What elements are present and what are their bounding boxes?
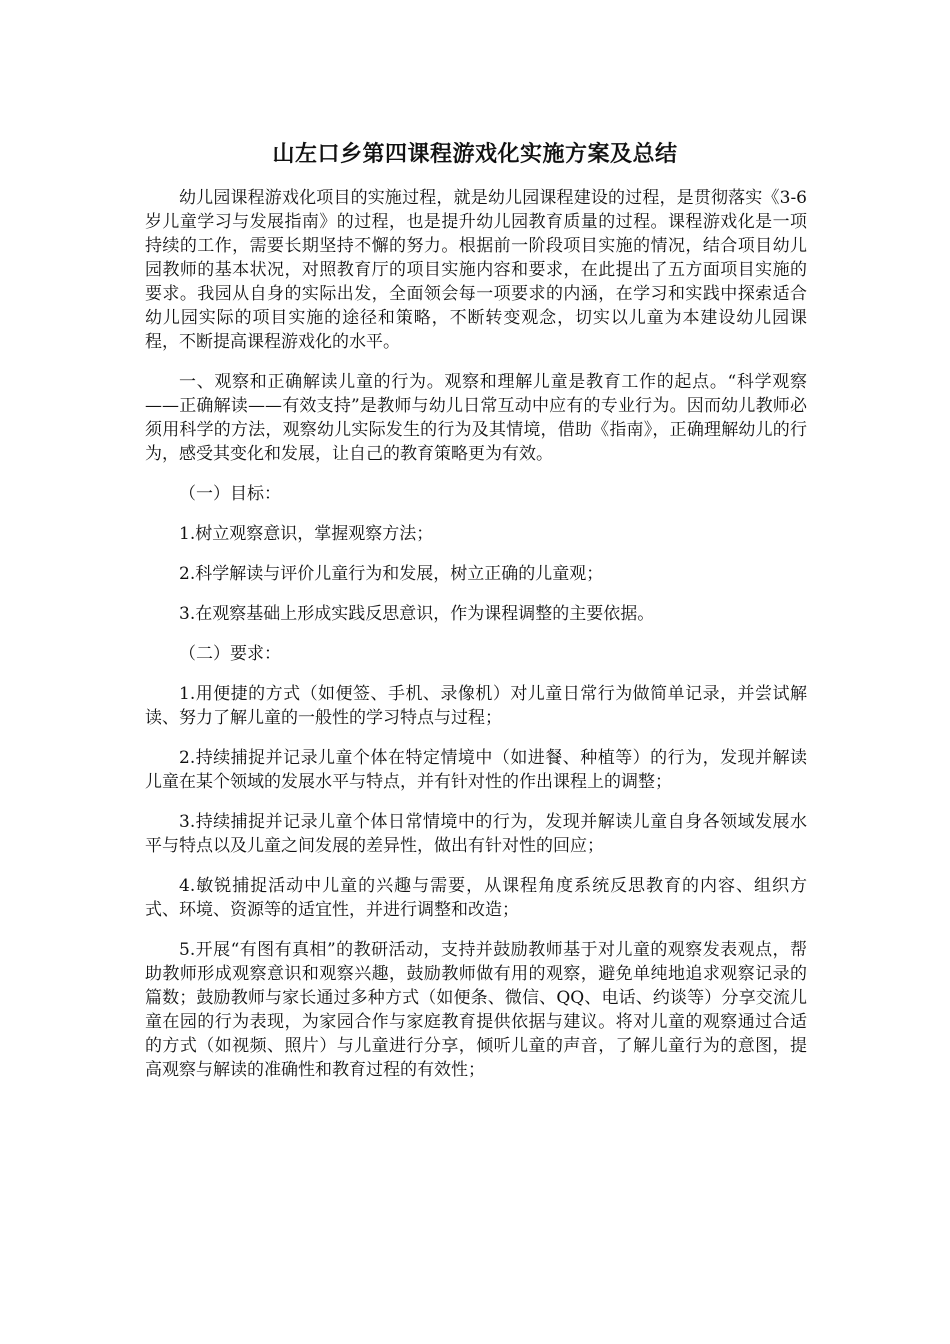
goal-item-1: 1.树立观察意识，掌握观察方法； <box>179 524 434 544</box>
requirement-item-2: 2.持续捕捉并记录儿童个体在特定情境中（如进餐、种植等）的行为，发现并解读儿童在某个领域的发展水平与特点，并有针对性的作出课程上的调整； <box>145 748 807 792</box>
requirement-item-3: 3.持续捕捉并记录儿童个体日常情境中的行为，发现并解读儿童自身各领域发展水平与特点以及儿童之间发展的差异性，做出有针对性的回应； <box>145 812 807 856</box>
goal-item-2: 2.科学解读与评价儿童行为和发展，树立正确的儿童观； <box>179 564 604 584</box>
section-one-paragraph: 一、观察和正确解读儿童的行为。观察和理解儿童是教育工作的起点。“科学观察——正确解读——有效支持”是教师与幼儿日常互动中应有的专业行为。因而幼儿教师必须用科学的方法，观察幼儿实际发生的行为及其情境，借助《指南》，正确理解幼儿的行为，感受其变化和发展，让自己的教育策略更为有效。 <box>145 372 807 464</box>
document-title: 山左口乡第四课程游戏化实施方案及总结 <box>272 141 678 167</box>
intro-paragraph: 幼儿园课程游戏化项目的实施过程，就是幼儿园课程建设的过程，是贯彻落实《3-6岁儿童学习与发展指南》的过程，也是提升幼儿园教育质量的过程。课程游戏化是一项持续的工作，需要长期坚持不懈的努力。根据前一阶段项目实施的情况，结合项目幼儿园教师的基本状况，对照教育厅的项目实施内容和要求，在此提出了五方面项目实施的要求。我园从自身的实际出发，全面领会每一项要求的内涵，在学习和实践中探索适合幼儿园实际的项目实施的途径和策略，不断转变观念，切实以儿童为本建设幼儿园课程，不断提高课程游戏化的水平。 <box>145 188 807 352</box>
goal-item-3: 3.在观察基础上形成实践反思意识，作为课程调整的主要依据。 <box>179 604 655 624</box>
requirement-item-4: 4.敏锐捕捉活动中儿童的兴趣与需要，从课程角度系统反思教育的内容、组织方式、环境、资源等的适宜性，并进行调整和改造； <box>145 876 807 920</box>
goals-heading: （一）目标： <box>179 484 281 504</box>
requirement-item-5: 5.开展“有图有真相”的教研活动，支持并鼓励教师基于对儿童的观察发表观点，帮助教师形成观察意识和观察兴趣，鼓励教师做有用的观察，避免单纯地追求观察记录的篇数；鼓励教师与家长通过多种方式（如便条、微信、QQ、电话、约谈等）分享交流儿童在园的行为表现，为家园合作与家庭教育提供依据与建议。将对儿童的观察通过合适的方式（如视频、照片）与儿童进行分享，倾听儿童的声音，了解儿童行为的意图，提高观察与解读的准确性和教育过程的有效性； <box>145 940 807 1080</box>
document-body <box>145 186 807 1098</box>
requirements-heading: （二）要求： <box>179 644 281 664</box>
requirement-item-1: 1.用便捷的方式（如便签、手机、录像机）对儿童日常行为做简单记录，并尝试解读、努力了解儿童的一般性的学习特点与过程； <box>145 684 807 728</box>
